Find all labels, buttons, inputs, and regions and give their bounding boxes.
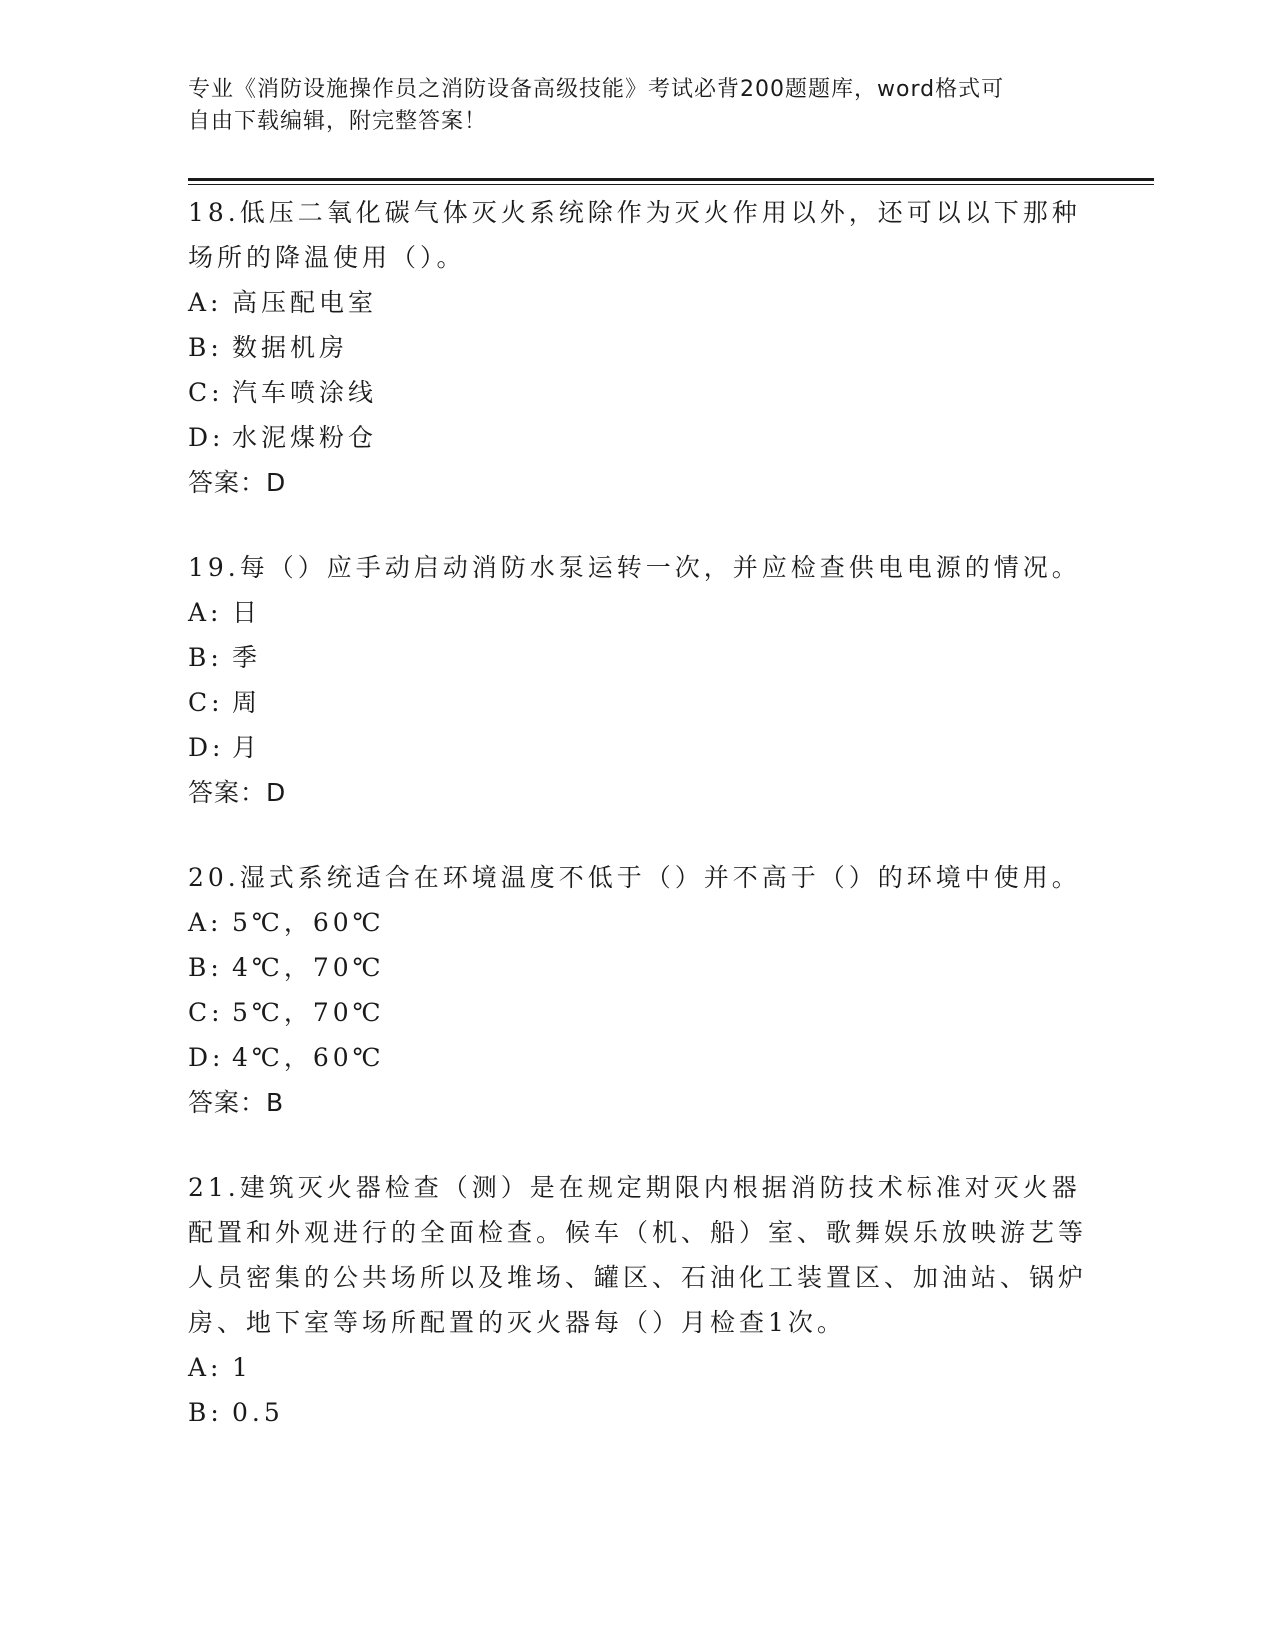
question-18: [188, 190, 1088, 505]
option-text: 4℃，60℃: [232, 1043, 385, 1072]
option-key: A:: [188, 908, 223, 937]
header-line-2: 自由下载编辑，附完整答案！: [188, 109, 488, 134]
answer-line: 答案：B: [188, 1088, 285, 1117]
option-key: B:: [188, 333, 223, 362]
option-text: 水泥煤粉仓: [232, 423, 378, 452]
option-text: 月: [232, 733, 262, 762]
option-a: [188, 590, 1088, 635]
question-20: [188, 855, 1088, 1125]
option-key: C:: [188, 998, 224, 1027]
option-key: A:: [188, 1353, 223, 1382]
answer-line: 答案：D: [188, 468, 287, 497]
question-19: [188, 545, 1088, 815]
question-stem: 21.建筑灭火器检查（测）是在规定期限内根据消防技术标准对灭火器配置和外观进行的全面检查。候车（机、船）室、歌舞娱乐放映游艺等人员密集的公共场所以及堆场、罐区、石油化工装置区、加油站、锅炉房、地下室等场所配置的灭火器每（）月检查1次。: [188, 1173, 1088, 1337]
option-text: 0.5: [232, 1398, 284, 1427]
option-d: [188, 725, 1088, 770]
option-key: C:: [188, 378, 224, 407]
option-text: 季: [232, 643, 262, 672]
question-stem: 19.每（）应手动启动消防水泵运转一次，并应检查供电电源的情况。: [188, 553, 1081, 582]
option-key: D:: [188, 1043, 225, 1072]
option-key: B:: [188, 643, 223, 672]
option-a: [188, 900, 1088, 945]
option-b: [188, 1390, 1088, 1435]
option-c: [188, 990, 1088, 1035]
option-a: [188, 1345, 1088, 1390]
question-stem: 20.湿式系统适合在环境温度不低于（）并不高于（）的环境中使用。: [188, 863, 1081, 892]
option-text: 周: [232, 688, 262, 717]
option-text: 5℃，70℃: [232, 998, 385, 1027]
option-key: A:: [188, 288, 223, 317]
header-divider-thick: [188, 178, 1154, 181]
option-text: 日: [232, 598, 262, 627]
option-b: [188, 635, 1088, 680]
option-c: [188, 680, 1088, 725]
option-text: 汽车喷涂线: [232, 378, 378, 407]
answer-line: 答案：D: [188, 778, 287, 807]
header-divider-thin: [188, 184, 1154, 185]
option-b: [188, 945, 1088, 990]
option-key: A:: [188, 598, 223, 627]
option-d: [188, 415, 1088, 460]
option-text: 数据机房: [232, 333, 349, 362]
option-d: [188, 1035, 1088, 1080]
question-list: [188, 190, 1088, 1475]
option-c: [188, 370, 1088, 415]
option-b: [188, 325, 1088, 370]
option-key: D:: [188, 733, 225, 762]
option-text: 5℃，60℃: [232, 908, 385, 937]
question-stem: 18.低压二氧化碳气体灭火系统除作为灭火作用以外，还可以以下那种场所的降温使用（）。: [188, 198, 1081, 272]
option-text: 高压配电室: [232, 288, 378, 317]
option-key: B:: [188, 953, 223, 982]
option-key: C:: [188, 688, 224, 717]
option-key: B:: [188, 1398, 223, 1427]
option-key: D:: [188, 423, 225, 452]
question-21: [188, 1165, 1088, 1435]
option-text: 4℃，70℃: [232, 953, 385, 982]
document-header: [188, 74, 1088, 138]
header-line-1: 专业《消防设施操作员之消防设备高级技能》考试必背200题题库，word格式可: [188, 77, 1005, 102]
option-text: 1: [232, 1353, 252, 1382]
option-a: [188, 280, 1088, 325]
